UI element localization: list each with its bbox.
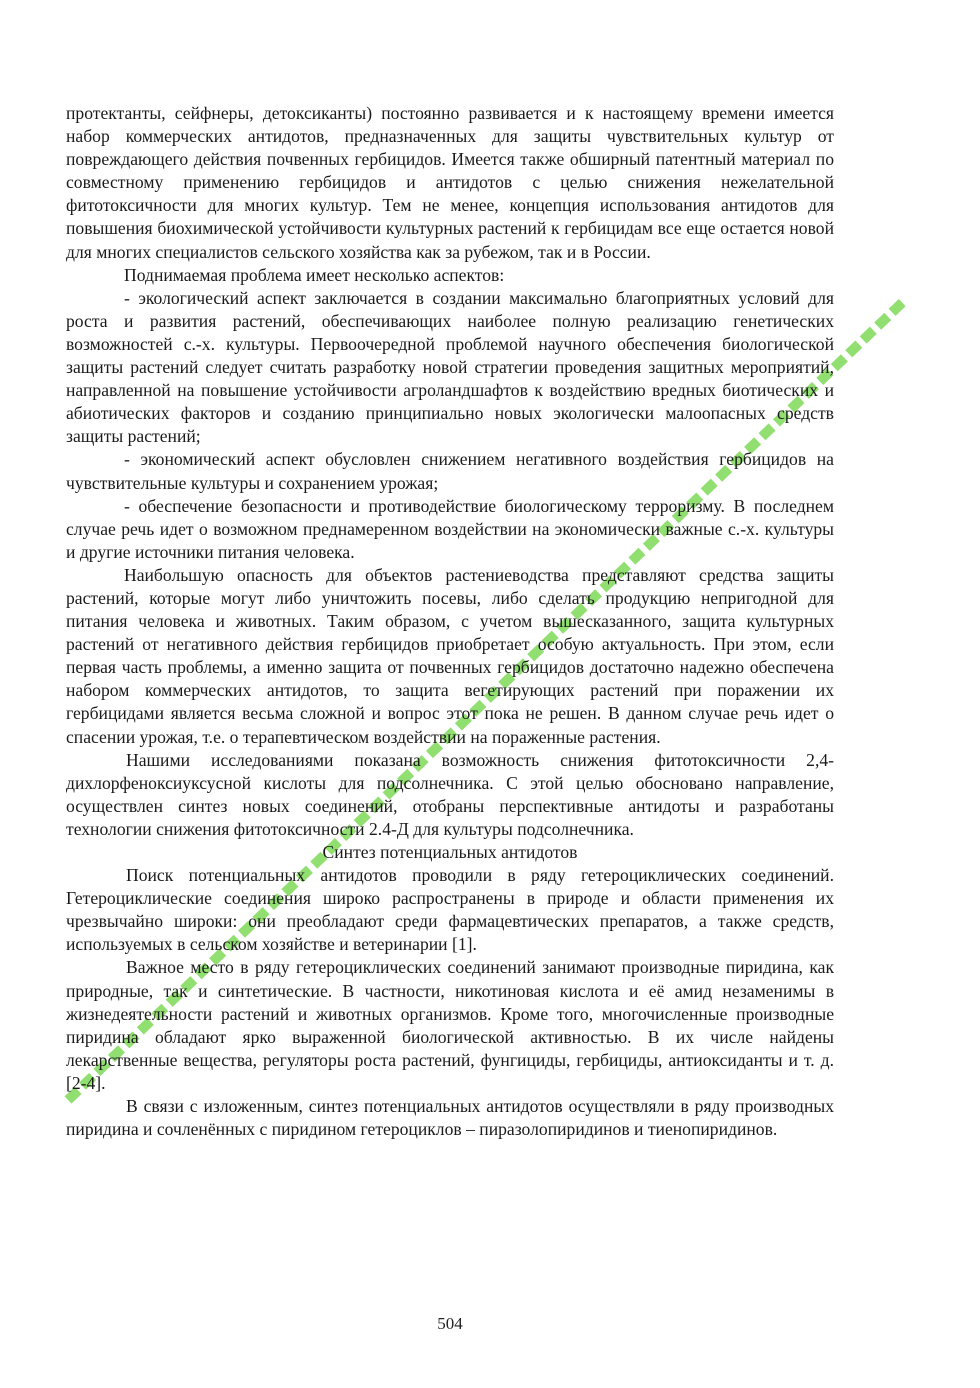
paragraph-ecological-aspect: - экологический аспект заключается в создании максимально благоприятных условий для роста и развития растений, обеспечивающих наиболее полную реализацию генетических возможностей с.-х. культуры. Первоочередной проблемой научного обеспечения биологической защиты растений следует считать разработку новой стратегии проведения защитных мероприятий, направленной на повышение устойчивости агроландшафтов к воздействию вредных биотических и абиотических факторов и созданию принципиально новых экологически малоопасных средств защиты растений;: [66, 287, 834, 447]
paragraph-security-aspect: - обеспечение безопасности и противодействие биологическому терроризму. В последнем случае речь идет о возможном преднамеренном воздействии на экономически важные с.-х. культуры и другие источники питания человека.: [66, 495, 834, 562]
paragraph-search: Поиск потенциальных антидотов проводили в ряду гетероциклических соединений. Гетероциклические соединения широко распространены в природе и области применения их чрезвычайно широки: они преобладают среди фармацевтических препаратов, а также средств, используемых в сельском хозяйстве и ветеринарии [1].: [66, 865, 834, 955]
paragraph-research: Нашими исследованиями показана возможность снижения фитотоксичности 2,4-дихлорфеноксиуксусной кислоты для подсолнечника. С этой целью обосновано направление, осуществлен синтез новых соединений, отобраны перспективные антидоты и разработаны технологии снижения фитотоксичности 2.4-Д для культуры подсолнечника.: [66, 749, 834, 839]
paragraph-economic-aspect: - экономический аспект обусловлен снижением негативного воздействия гербицидов на чувствительные культуры и сохранением урожая;: [66, 449, 834, 493]
document-body: [66, 102, 834, 1141]
paragraph-pyridine: Важное место в ряду гетероциклических соединений занимают производные пиридина, как природные, так и синтетические. В частности, никотиновая кислота и её амид незаменимы в жизнедеятельности растений и животных организмов. Кроме того, многочисленные производные пиридина обладают ярко выраженной биологической активностью. В их числе найдены лекарственные вещества, регуляторы роста растений, фунгициды, гербициды, антиоксиданты и т. д. [2-4].: [66, 957, 834, 1093]
paragraph-danger: Наибольшую опасность для объектов растениеводства представляют средства защиты растений, которые могут либо уничтожить посевы, либо сделать продукцию непригодной для питания человека и животных. Таким образом, с учетом вышесказанного, защита культурных растений от негативного действия гербицидов приобретает особую актуальность. При этом, если первая часть проблемы, а именно защита от почвенных гербицидов достаточно надежно обеспечена набором коммерческих антидотов, то защита вегетирующих растений при поражении их гербицидами является весьма сложной и вопрос этот пока не решен. В данном случае речь идет о спасении урожая, т.е. о терапевтическом воздействии на пораженные растения.: [66, 564, 834, 747]
paragraph-aspects-intro: Поднимаемая проблема имеет несколько аспектов:: [124, 264, 505, 285]
paragraph-conclusion: В связи с изложенным, синтез потенциальных антидотов осуществляли в ряду производных пиридина и сочленённых с пиридином гетероциклов – пиразолопиридинов и тиенопиридинов.: [66, 1096, 834, 1140]
paragraph-1: протектанты, сейфнеры, детоксиканты) постоянно развивается и к настоящему времени имеется набор коммерческих антидотов, предназначенных для защиты чувствительных культур от повреждающего действия почвенных гербицидов. Имеется также обширный патентный материал по совместному применению гербицидов и антидотов с целью снижения нежелательной фитотоксичности для многих культур. Тем не менее, концепция использования антидотов для повышения биохимической устойчивости культурных растений к гербицидам все еще остается новой для многих специалистов сельского хозяйства как за рубежом, так и в России.: [66, 103, 834, 262]
page-number: 504: [437, 1314, 463, 1333]
section-heading: Синтез потенциальных антидотов: [322, 842, 578, 862]
